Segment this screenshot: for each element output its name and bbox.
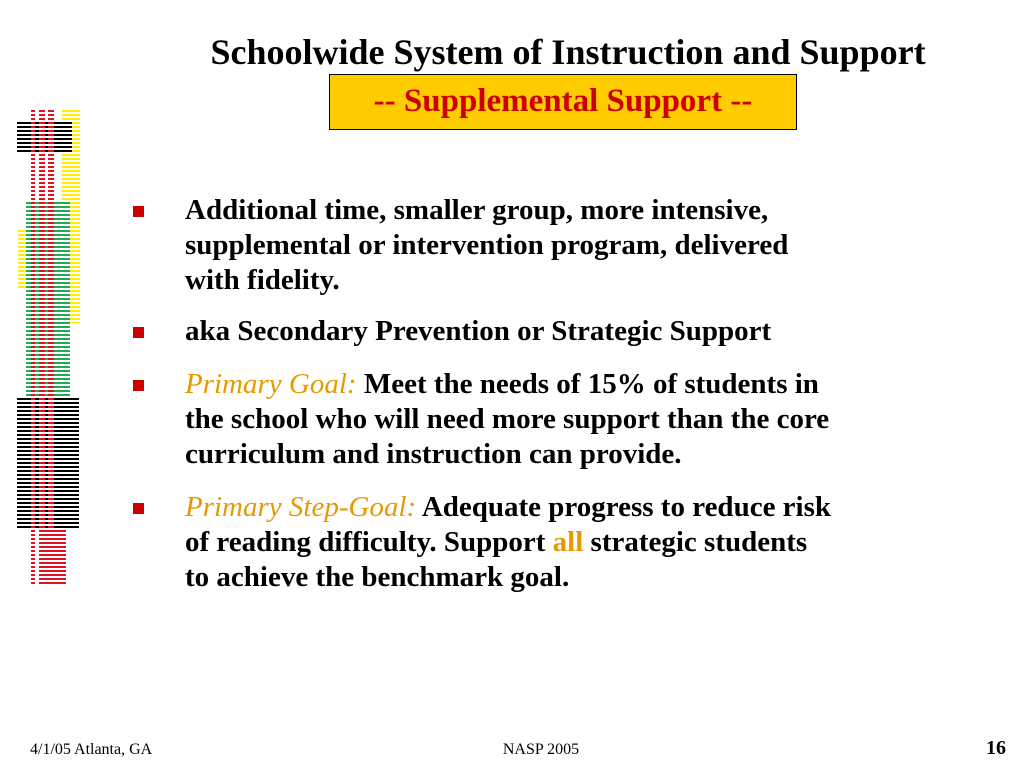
bullet-line-text: of reading difficulty. Support — [185, 526, 553, 558]
bullet-line-text: Adequate progress to reduce risk — [421, 491, 832, 523]
bullet-marker — [133, 327, 144, 338]
bullet-line — [185, 367, 965, 402]
bullet-item — [185, 193, 965, 298]
primary-step-goal-label: Primary Step-Goal: — [185, 491, 417, 523]
slide-subtitle: -- Supplemental Support -- — [373, 83, 753, 119]
bullet-item — [185, 490, 965, 595]
bullet-marker — [133, 380, 144, 391]
footer-event: NASP 2005 — [502, 741, 580, 758]
footer-date-location: 4/1/05 Atlanta, GA — [30, 741, 153, 758]
bullet-line: supplemental or intervention program, delivered — [185, 229, 789, 261]
slide-title: Schoolwide System of Instruction and Support — [210, 32, 926, 72]
bullet-item — [185, 367, 965, 472]
bullet-line-text: strategic students — [583, 526, 808, 558]
bullet-line-text: Meet the needs of 15% of students in — [363, 368, 819, 400]
bullet-line: Additional time, smaller group, more intensive, — [185, 194, 769, 226]
highlight-all: all — [552, 526, 584, 558]
bullet-item — [185, 314, 965, 349]
primary-goal-label: Primary Goal: — [185, 368, 357, 400]
bullet-marker — [133, 206, 144, 217]
bullet-line — [185, 490, 965, 525]
bullet-line: to achieve the benchmark goal. — [185, 561, 570, 593]
bullet-line: the school who will need more support than the core — [185, 403, 830, 435]
bullet-line: curriculum and instruction can provide. — [185, 438, 682, 470]
page-number: 16 — [986, 737, 1006, 759]
bullet-line: with fidelity. — [185, 264, 340, 296]
bullet-line — [185, 525, 965, 560]
bullet-marker — [133, 503, 144, 514]
bullet-line: aka Secondary Prevention or Strategic Support — [185, 315, 772, 347]
